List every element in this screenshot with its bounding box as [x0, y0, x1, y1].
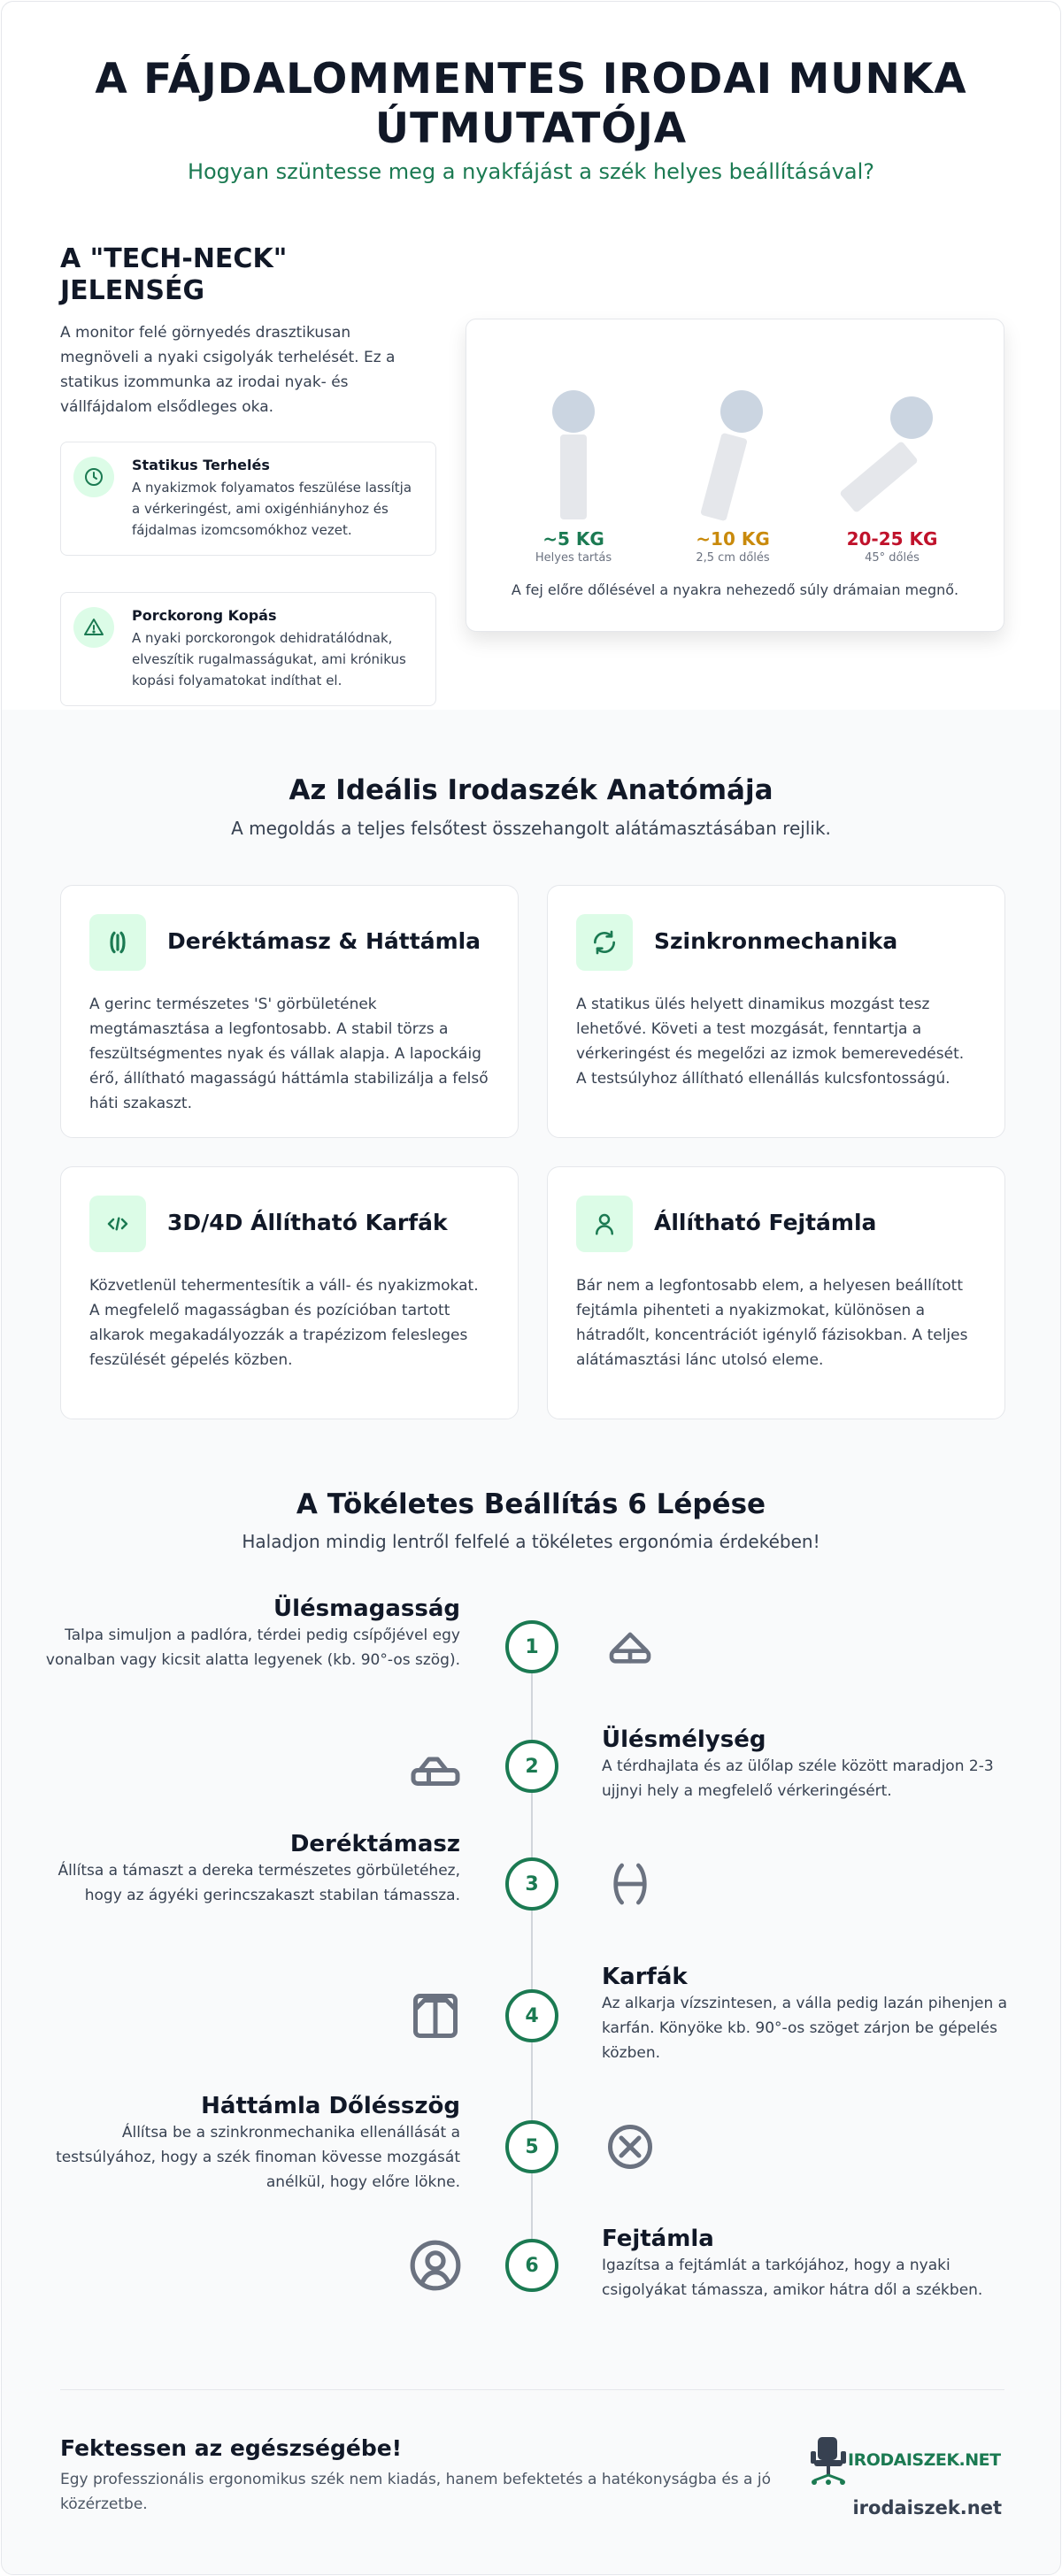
feature-headrest-title: Állítható Fejtámla: [654, 1210, 877, 1235]
step-3-desc: Állítsa a támaszt a dereka természetes görbületéhez, hogy az ágyéki gerincszakaszt stabilan támassza.: [58, 1862, 460, 1904]
posture-caption: A fej előre dőlésével a nyakra nehezedő súly drámaian megnő.: [511, 581, 959, 598]
step-4-title: Karfák: [602, 1964, 688, 1990]
posture-upright: [552, 390, 595, 519]
static-load-title: Statikus Terhelés: [132, 457, 270, 473]
posture-3-weight: 20-25 KG: [846, 528, 938, 550]
anatomy-subtitle: A megoldás a teljes felsőtest összehangolt alátámasztásában rejlik.: [231, 818, 831, 839]
feature-armrests: [60, 1166, 519, 1419]
posture-1-label: Helyes tartás: [535, 551, 612, 565]
feature-lumbar-title: Deréktámasz & Háttámla: [167, 928, 481, 954]
step-3-text: [44, 1830, 460, 1908]
step-2-text: [602, 1726, 1018, 1803]
warning-icon: [73, 607, 114, 648]
step-3-title: Deréktámasz: [289, 1831, 460, 1857]
footer-url: irodaiszek.net: [852, 2497, 1002, 2518]
posture-slight-tilt: [700, 390, 763, 521]
posture-1-weight: ~5 KG: [543, 528, 604, 550]
step-1-text: [44, 1595, 460, 1672]
steps-subtitle: Haladjon mindig lentről felfelé a tökéletes ergonómia érdekében!: [242, 1531, 820, 1552]
step-5-desc: Állítsa be a szinkronmechanika ellenállását a testsúlyához, hogy a szék finoman kövesse mozgását anélkül, hogy előre lökne.: [56, 2124, 460, 2191]
footer-title: Fektessen az egészségébe!: [60, 2435, 403, 2461]
step-3-number: 3: [505, 1857, 558, 1911]
feature-lumbar-backrest: [60, 885, 519, 1138]
step-6-desc: Igazítsa a fejtámlát a tarkójához, hogy a nyaki csigolyákat támassza, amikor hátra dől a székben.: [602, 2257, 983, 2299]
headrest-icon: [407, 2237, 464, 2294]
irodaiszek-logo: [809, 2434, 1005, 2487]
feature-synchro-text: A statikus ülés helyett dinamikus mozgást tesz lehetővé. Követi a test mozgását, fenntartja a vérkeringést és megelőzi az izmok bemerevedését. A testsúlyhoz állítható ellenállás kulcsfontosságú.: [576, 996, 965, 1088]
static-load-card: [60, 442, 436, 556]
step-5-text: [44, 2092, 460, 2195]
office-chair-icon: [809, 2434, 848, 2487]
step-4-number: 4: [505, 1989, 558, 2042]
armrest-icon: [407, 1988, 464, 2044]
posture-2-weight: ~10 KG: [696, 528, 770, 550]
page-title-line-2: ÚTMUTATÓJA: [374, 104, 688, 153]
neck-posture-figure: [466, 319, 1004, 632]
posture-2-label: 2,5 cm dőlés: [696, 551, 770, 565]
clock-icon: [73, 457, 114, 497]
step-6-number: 6: [505, 2239, 558, 2292]
anatomy-title: Az Ideális Irodaszék Anatómája: [289, 774, 773, 806]
step-4-desc: Az alkarja vízszintesen, a válla pedig lazán pihenjen a karfán. Könyöke kb. 90°-os szöget zárjon be gépelés közben.: [602, 1995, 1008, 2062]
timeline-line: [531, 1643, 533, 2267]
person-icon: [576, 1196, 633, 1252]
step-2-title: Ülésmélység: [602, 1726, 766, 1753]
step-1-number: 1: [505, 1620, 558, 1673]
step-1-title: Ülésmagasság: [273, 1596, 460, 1622]
step-2-desc: A térdhajlata és az ülőlap széle között maradjon 2-3 ujjnyi hely a megfelelő vérkeringésért.: [602, 1757, 994, 1800]
infographic-page: [1, 1, 1061, 2575]
feature-synchro-title: Szinkronmechanika: [654, 928, 898, 954]
page-title: [2, 55, 1060, 154]
feature-armrests-title: 3D/4D Állítható Karfák: [167, 1210, 448, 1235]
page-subtitle: Hogyan szüntesse meg a nyakfájást a szék helyes beállításával?: [187, 159, 875, 184]
disc-wear-card: [60, 592, 436, 706]
footer-text: Egy professzionális ergonomikus szék nem kiadás, hanem befektetés a hatékonyságba és a jó közérzetbe.: [60, 2471, 772, 2513]
step-4-text: [602, 1963, 1018, 2065]
spine-icon: [89, 914, 146, 971]
step-1-desc: Talpa simuljon a padlóra, térdei pedig csípőjével egy vonalban vagy kicsit alatta legyenek (kb. 90°-os szög).: [45, 1626, 460, 1669]
step-2-number: 2: [505, 1740, 558, 1793]
step-5-title: Háttámla Dőlésszög: [201, 2093, 460, 2119]
logo-text: IRODAISZEK.NET: [848, 2450, 1001, 2470]
tech-neck-title: A "TECH-NECK" JELENSÉG: [60, 243, 288, 306]
disc-wear-text: A nyaki porckorongok dehidratálódnak, elveszítik rugalmasságukat, ami krónikus kopási folyamatokat indíthat el.: [132, 630, 406, 688]
feature-headrest-text: Bár nem a legfontosabb elem, a helyesen beállított fejtámla pihenteti a nyakizmokat, különösen a hátradőlt, koncentrációt igénylő fázisokban. A teljes alátámasztási lánc utolsó eleme.: [576, 1277, 968, 1369]
static-load-text: A nyakizmok folyamatos feszülése lassítja a vérkeringést, ami oxigénhiányhoz és fájdalmas izomcsomókhoz vezet.: [132, 480, 412, 538]
feature-headrest: [547, 1166, 1005, 1419]
step-6-title: Fejtámla: [602, 2226, 714, 2252]
tech-neck-intro: A monitor felé görnyedés drasztikusan megnöveli a nyaki csigolyák terhelését. Ez a statikus izommunka az irodai nyak- és vállfájdalom elsődleges oka.: [60, 324, 396, 416]
seat-depth-icon: [407, 1740, 464, 1796]
step-6-text: [602, 2225, 1018, 2303]
feature-synchro: [547, 885, 1005, 1138]
step-5-number: 5: [505, 2120, 558, 2173]
feature-lumbar-text: A gerinc természetes 'S' görbületének megtámasztása a legfontosabb. A stabil törzs a feszültségmentes nyak és vállak alapja. A lapockáig érő, állítható magasságú háttámla stabilizálja a felső háti szakaszt.: [89, 996, 489, 1112]
tilt-icon: [602, 2118, 658, 2175]
sync-icon: [576, 914, 633, 971]
disc-wear-title: Porckorong Kopás: [132, 607, 277, 624]
posture-45-degree: [839, 396, 933, 513]
lumbar-icon: [602, 1856, 658, 1912]
posture-3-label: 45° dőlés: [865, 551, 920, 565]
seat-height-icon: [602, 1619, 658, 1675]
footer-divider: [60, 2389, 1004, 2390]
code-icon: [89, 1196, 146, 1252]
feature-armrests-text: Közvetlenül tehermentesítik a váll- és nyakizmokat. A megfelelő magasságban és pozícióban tartott alkarok megakadályozzák a trapézizom felesleges feszülését gépelés közben.: [89, 1277, 479, 1369]
page-title-line-1: A FÁJDALOMMENTES IRODAI MUNKA: [95, 55, 967, 104]
steps-title: A Tökéletes Beállítás 6 Lépése: [296, 1488, 766, 1520]
